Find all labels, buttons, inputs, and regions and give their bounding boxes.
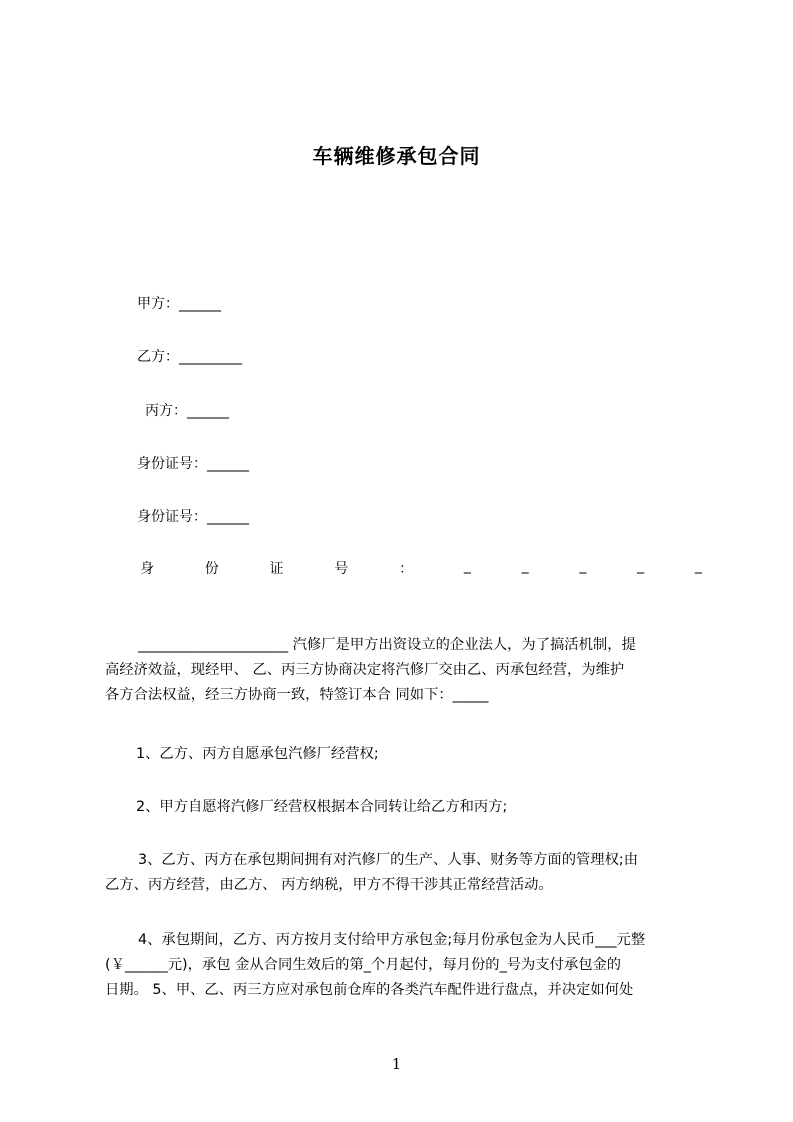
spaced-char: 份 <box>204 561 219 577</box>
spaced-char: 号 <box>334 561 349 577</box>
clause-4 <box>105 928 645 1003</box>
clause-2: 2、甲方自愿将汽修厂经营权根据本合同转让给乙方和丙方; <box>136 799 508 815</box>
spaced-char: _ <box>521 558 529 574</box>
party-a-field: 甲方：______ <box>137 296 221 312</box>
clause-4-line: (￥______元)，承包 金从合同生效后的第_个月起付，每月份的_号为支付承包金的 <box>105 957 622 973</box>
clause-3-line: 3、乙方、丙方在承包期间拥有对汽修厂的生产、人事、财务等方面的管理权;由 <box>138 852 639 868</box>
preamble-line: _____________________ 汽修厂是甲方出资设立的企业法人，为了搞活机制，提 <box>138 637 636 653</box>
spaced-char: 身 <box>140 561 154 577</box>
spaced-char: ： <box>399 561 414 577</box>
spaced-char: _ <box>694 558 702 574</box>
id-number-field-3 <box>140 558 702 578</box>
id-number-field-1: 身份证号：______ <box>137 456 249 472</box>
page-number: 1 <box>391 1055 402 1073</box>
preamble-line: 各方合法权益，经三方协商一致，特签订本合 同如下：_____ <box>105 687 489 703</box>
party-b-field: 乙方：_________ <box>137 349 242 365</box>
clause-4-line: 日期。 5、甲、乙、丙三方应对承包前仓库的各类汽车配件进行盘点，并决定如何处 <box>105 982 634 998</box>
clause-1: 1、乙方、丙方自愿承包汽修厂经营权; <box>136 746 379 762</box>
preamble-line: 高经济效益，现经甲、 乙、丙三方协商决定将汽修厂交由乙、丙承包经营，为维护 <box>105 662 625 678</box>
id-number-field-2: 身份证号：______ <box>137 509 249 525</box>
document-title: 车辆维修承包合同 <box>312 144 481 168</box>
spaced-char: _ <box>463 558 471 574</box>
clause-3-line: 乙方、丙方经营，由乙方、 丙方纳税，甲方不得干涉其正常经营活动。 <box>105 877 553 893</box>
spaced-char: _ <box>637 558 645 574</box>
spaced-char: 证 <box>269 561 284 577</box>
clause-3 <box>105 848 638 898</box>
spaced-char: _ <box>579 558 587 574</box>
party-c-field: 丙方：______ <box>145 403 229 419</box>
preamble-paragraph <box>105 633 636 708</box>
clause-4-line: 4、承包期间，乙方、丙方按月支付给甲方承包金;每月份承包金为人民币___元整 <box>138 932 646 948</box>
